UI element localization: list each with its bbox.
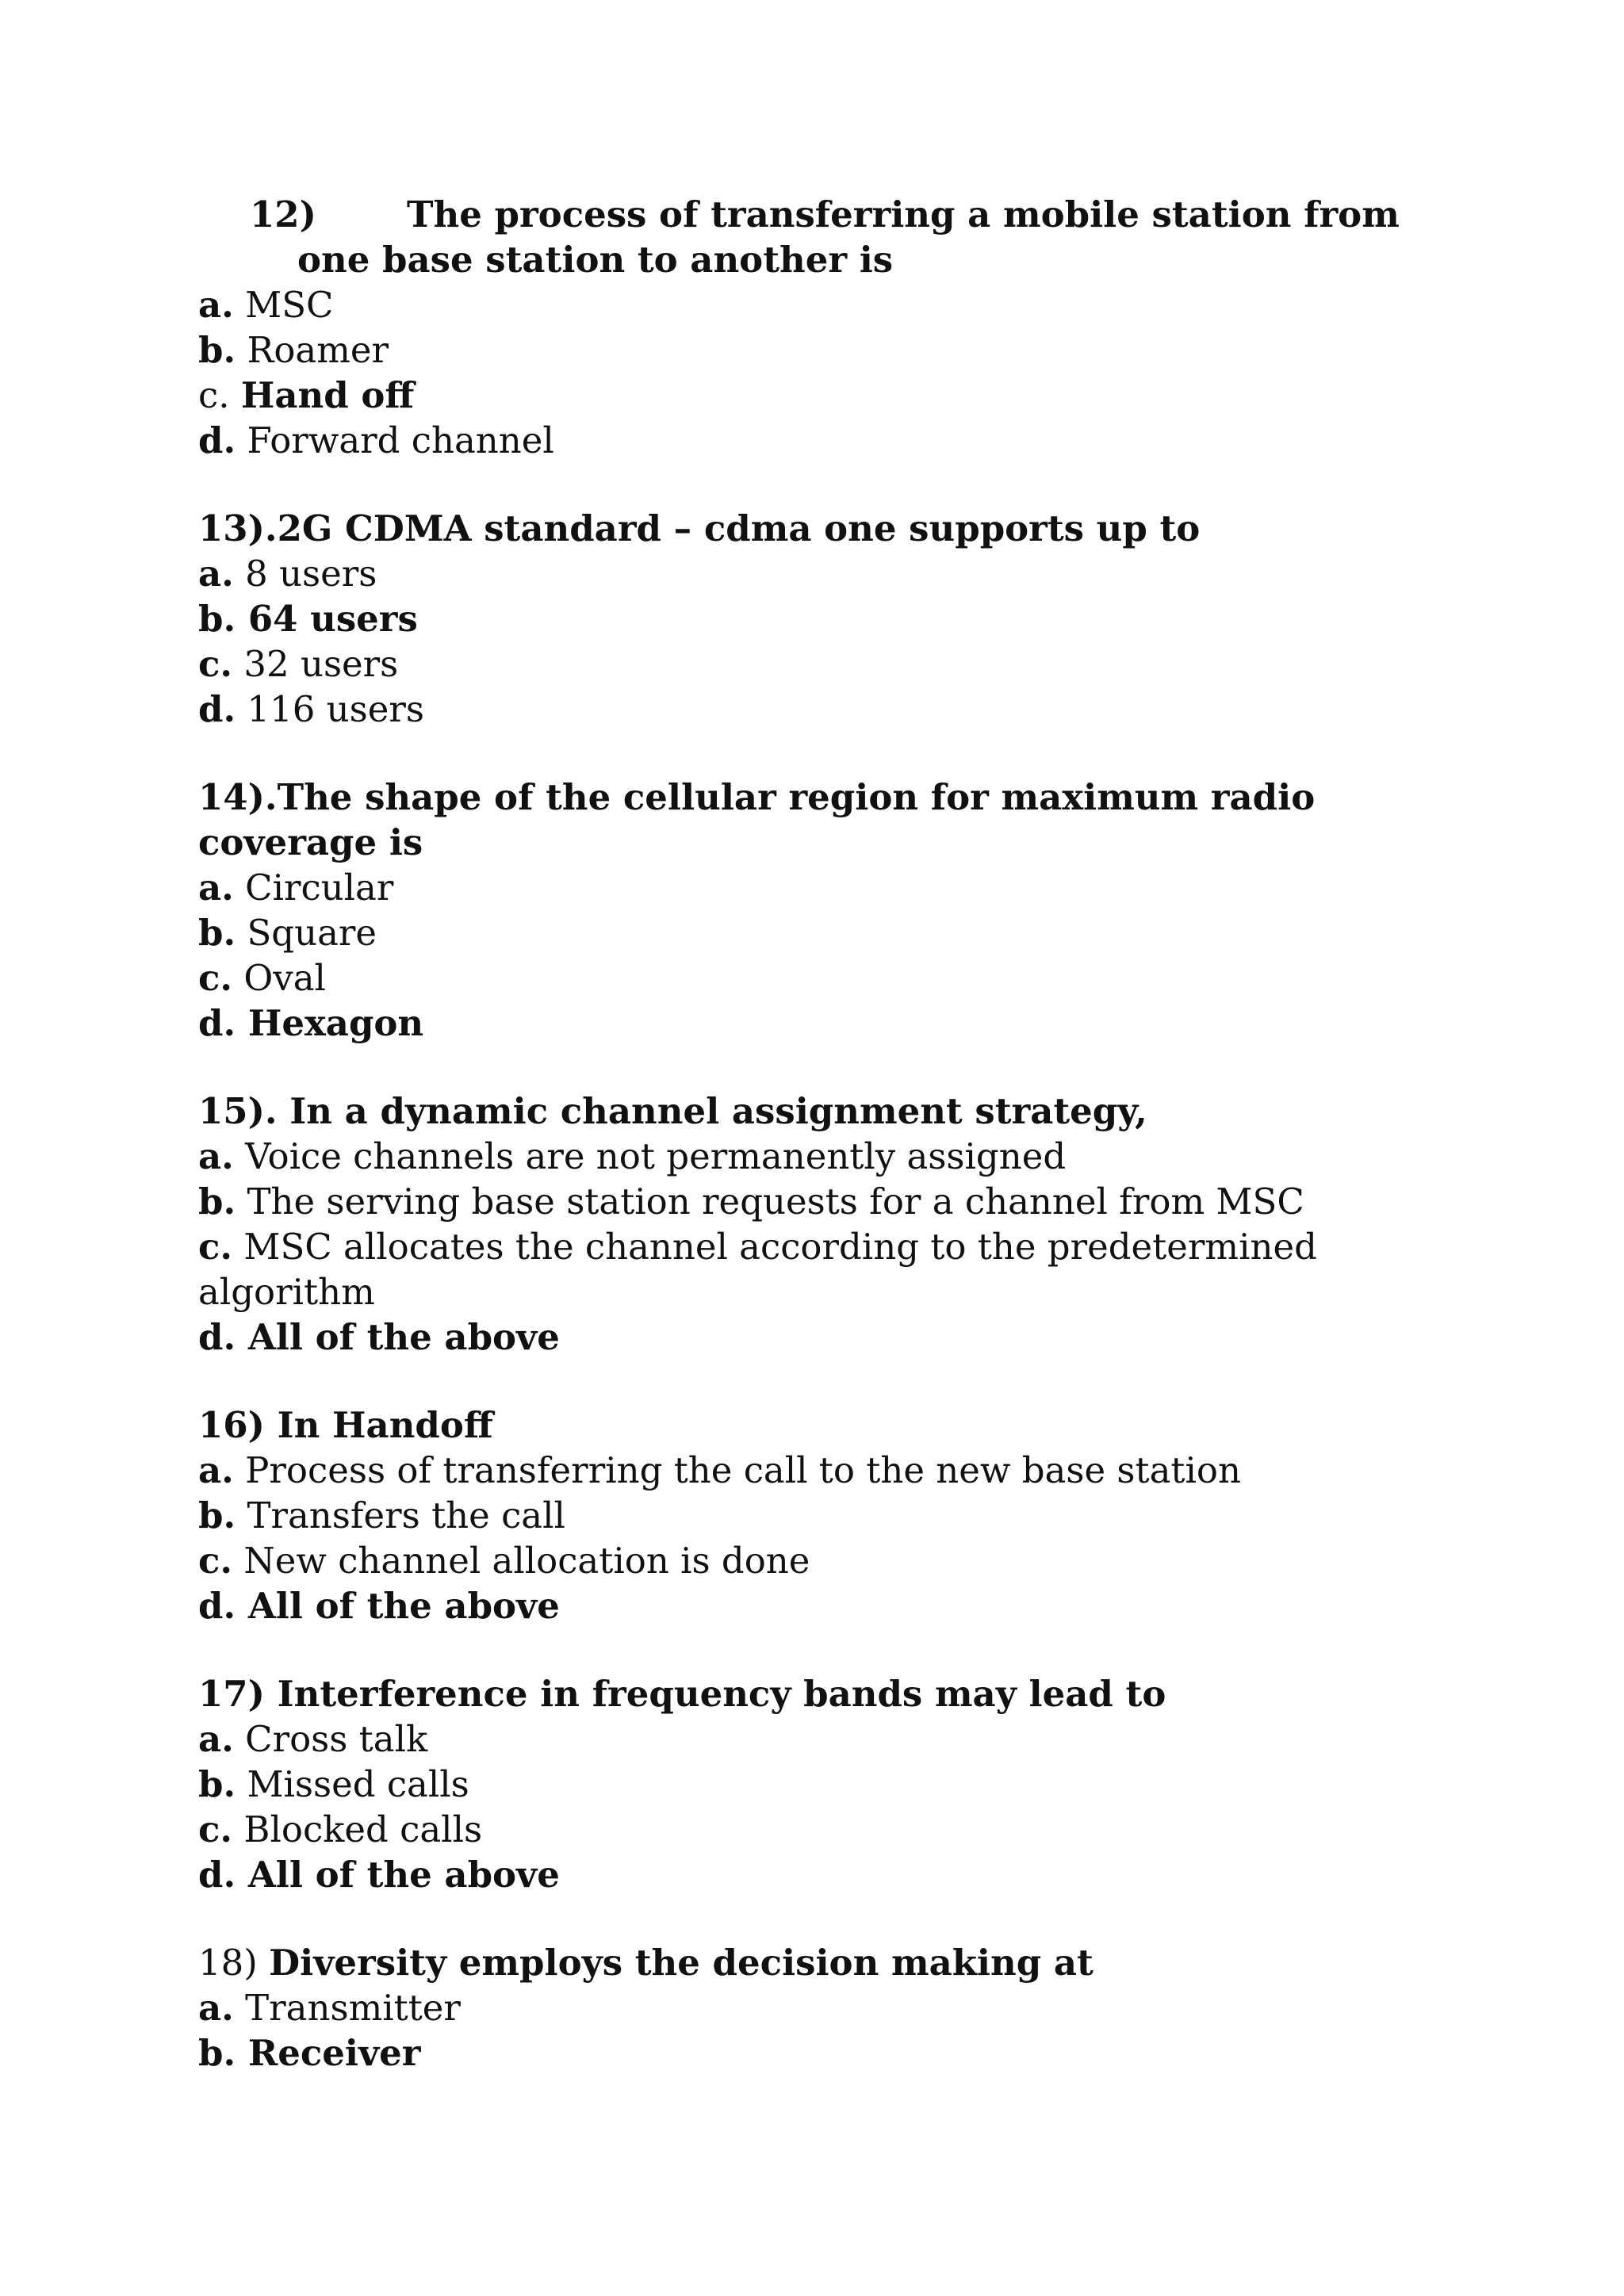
question-stem (198, 192, 1435, 282)
question-stem: 14).The shape of the cellular region for maximum radio coverage is (198, 776, 1316, 863)
option-letter: a. (198, 1135, 234, 1177)
option-d (198, 687, 1435, 732)
option-d (198, 1583, 1435, 1628)
option-letter: a. (198, 284, 234, 326)
question-number: 18) (198, 1942, 258, 1984)
option-d (198, 418, 1435, 463)
option-letter: c. (198, 374, 230, 416)
option-a (198, 865, 1435, 910)
option-letter: b. (198, 1181, 236, 1223)
option-letter: c. (198, 1540, 233, 1582)
option-letter: b. (198, 1494, 236, 1536)
question-number: 12) (250, 193, 316, 235)
option-text-answer: Receiver (247, 2032, 421, 2074)
option-b (198, 1762, 1435, 1807)
option-letter: c. (198, 643, 233, 685)
option-text: New channel allocation is done (243, 1540, 810, 1582)
option-letter: c. (198, 1226, 233, 1268)
option-text: MSC allocates the channel according to the predetermined algorithm (198, 1226, 1317, 1313)
option-a (198, 1448, 1435, 1493)
option-letter: b. (198, 329, 236, 371)
option-text-answer: All of the above (247, 1854, 560, 1896)
option-b (198, 327, 1435, 373)
question-stem-line: one base station to another is (297, 239, 894, 281)
option-b (198, 2030, 1435, 2076)
option-c (198, 1538, 1435, 1583)
option-letter: a. (198, 867, 234, 909)
option-letter: a. (198, 1987, 234, 2029)
option-letter: a. (198, 1718, 234, 1760)
question-stem: 13).2G CDMA standard – cdma one supports up to (198, 507, 1201, 549)
option-text: Cross talk (245, 1718, 428, 1760)
option-letter: b. (198, 598, 236, 640)
question-14 (198, 775, 1435, 1046)
option-c (198, 373, 1435, 418)
option-a (198, 1134, 1435, 1179)
option-text: Roamer (247, 329, 389, 371)
option-text: Circular (245, 867, 394, 909)
option-text: 32 users (243, 643, 399, 685)
option-b (198, 1179, 1435, 1224)
option-letter: d. (198, 688, 236, 730)
option-a (198, 1716, 1435, 1762)
option-b (198, 596, 1435, 641)
option-letter: c. (198, 1808, 233, 1850)
option-letter: a. (198, 553, 234, 595)
option-text: Missed calls (247, 1763, 469, 1805)
option-text: Square (247, 912, 377, 954)
option-c (198, 1807, 1435, 1852)
option-text-answer: All of the above (247, 1316, 560, 1358)
option-text-answer: 64 users (247, 598, 418, 640)
option-text-answer: Hand off (240, 374, 415, 416)
option-a (198, 282, 1435, 327)
option-text: The serving base station requests for a channel from MSC (247, 1181, 1304, 1223)
option-a (198, 551, 1435, 596)
option-text: 116 users (247, 688, 424, 730)
option-text: MSC (245, 284, 334, 326)
option-a (198, 1985, 1435, 2030)
option-letter: d. (198, 1316, 236, 1358)
option-text: Transmitter (245, 1987, 461, 2029)
question-stem-line: The process of transferring a mobile station from (407, 193, 1400, 235)
option-letter: a. (198, 1449, 234, 1491)
option-c (198, 641, 1435, 687)
option-text: Voice channels are not permanently assigned (245, 1135, 1067, 1177)
option-letter: b. (198, 2032, 236, 2074)
option-letter: d. (198, 1002, 236, 1044)
option-text: Blocked calls (243, 1808, 483, 1850)
question-18 (198, 1940, 1435, 2076)
question-12 (198, 192, 1435, 463)
option-d (198, 1001, 1435, 1046)
option-b (198, 910, 1435, 955)
option-letter: b. (198, 912, 236, 954)
option-d (198, 1852, 1435, 1897)
option-c (198, 955, 1435, 1001)
option-letter: d. (198, 1854, 236, 1896)
question-13 (198, 506, 1435, 732)
option-text: Forward channel (247, 419, 554, 461)
option-text: Transfers the call (247, 1494, 565, 1536)
option-text-answer: All of the above (247, 1585, 560, 1627)
option-letter: b. (198, 1763, 236, 1805)
option-d (198, 1314, 1435, 1360)
question-17 (198, 1671, 1435, 1897)
option-text: 8 users (245, 553, 377, 595)
option-b (198, 1493, 1435, 1538)
question-stem-text: Diversity employs the decision making at (269, 1942, 1094, 1984)
option-letter: d. (198, 419, 236, 461)
question-stem: 16) In Handoff (198, 1404, 493, 1446)
question-15 (198, 1089, 1435, 1360)
option-letter: d. (198, 1585, 236, 1627)
option-c (198, 1224, 1435, 1314)
question-stem: 15). In a dynamic channel assignment strategy, (198, 1090, 1147, 1132)
option-letter: c. (198, 957, 233, 999)
question-stem: 17) Interference in frequency bands may lead to (198, 1673, 1166, 1715)
question-stem (198, 1940, 1435, 1985)
question-16 (198, 1402, 1435, 1628)
option-text: Process of transferring the call to the new base station (245, 1449, 1241, 1491)
option-text: Oval (243, 957, 326, 999)
option-text-answer: Hexagon (247, 1002, 424, 1044)
document-page (198, 192, 1435, 2118)
